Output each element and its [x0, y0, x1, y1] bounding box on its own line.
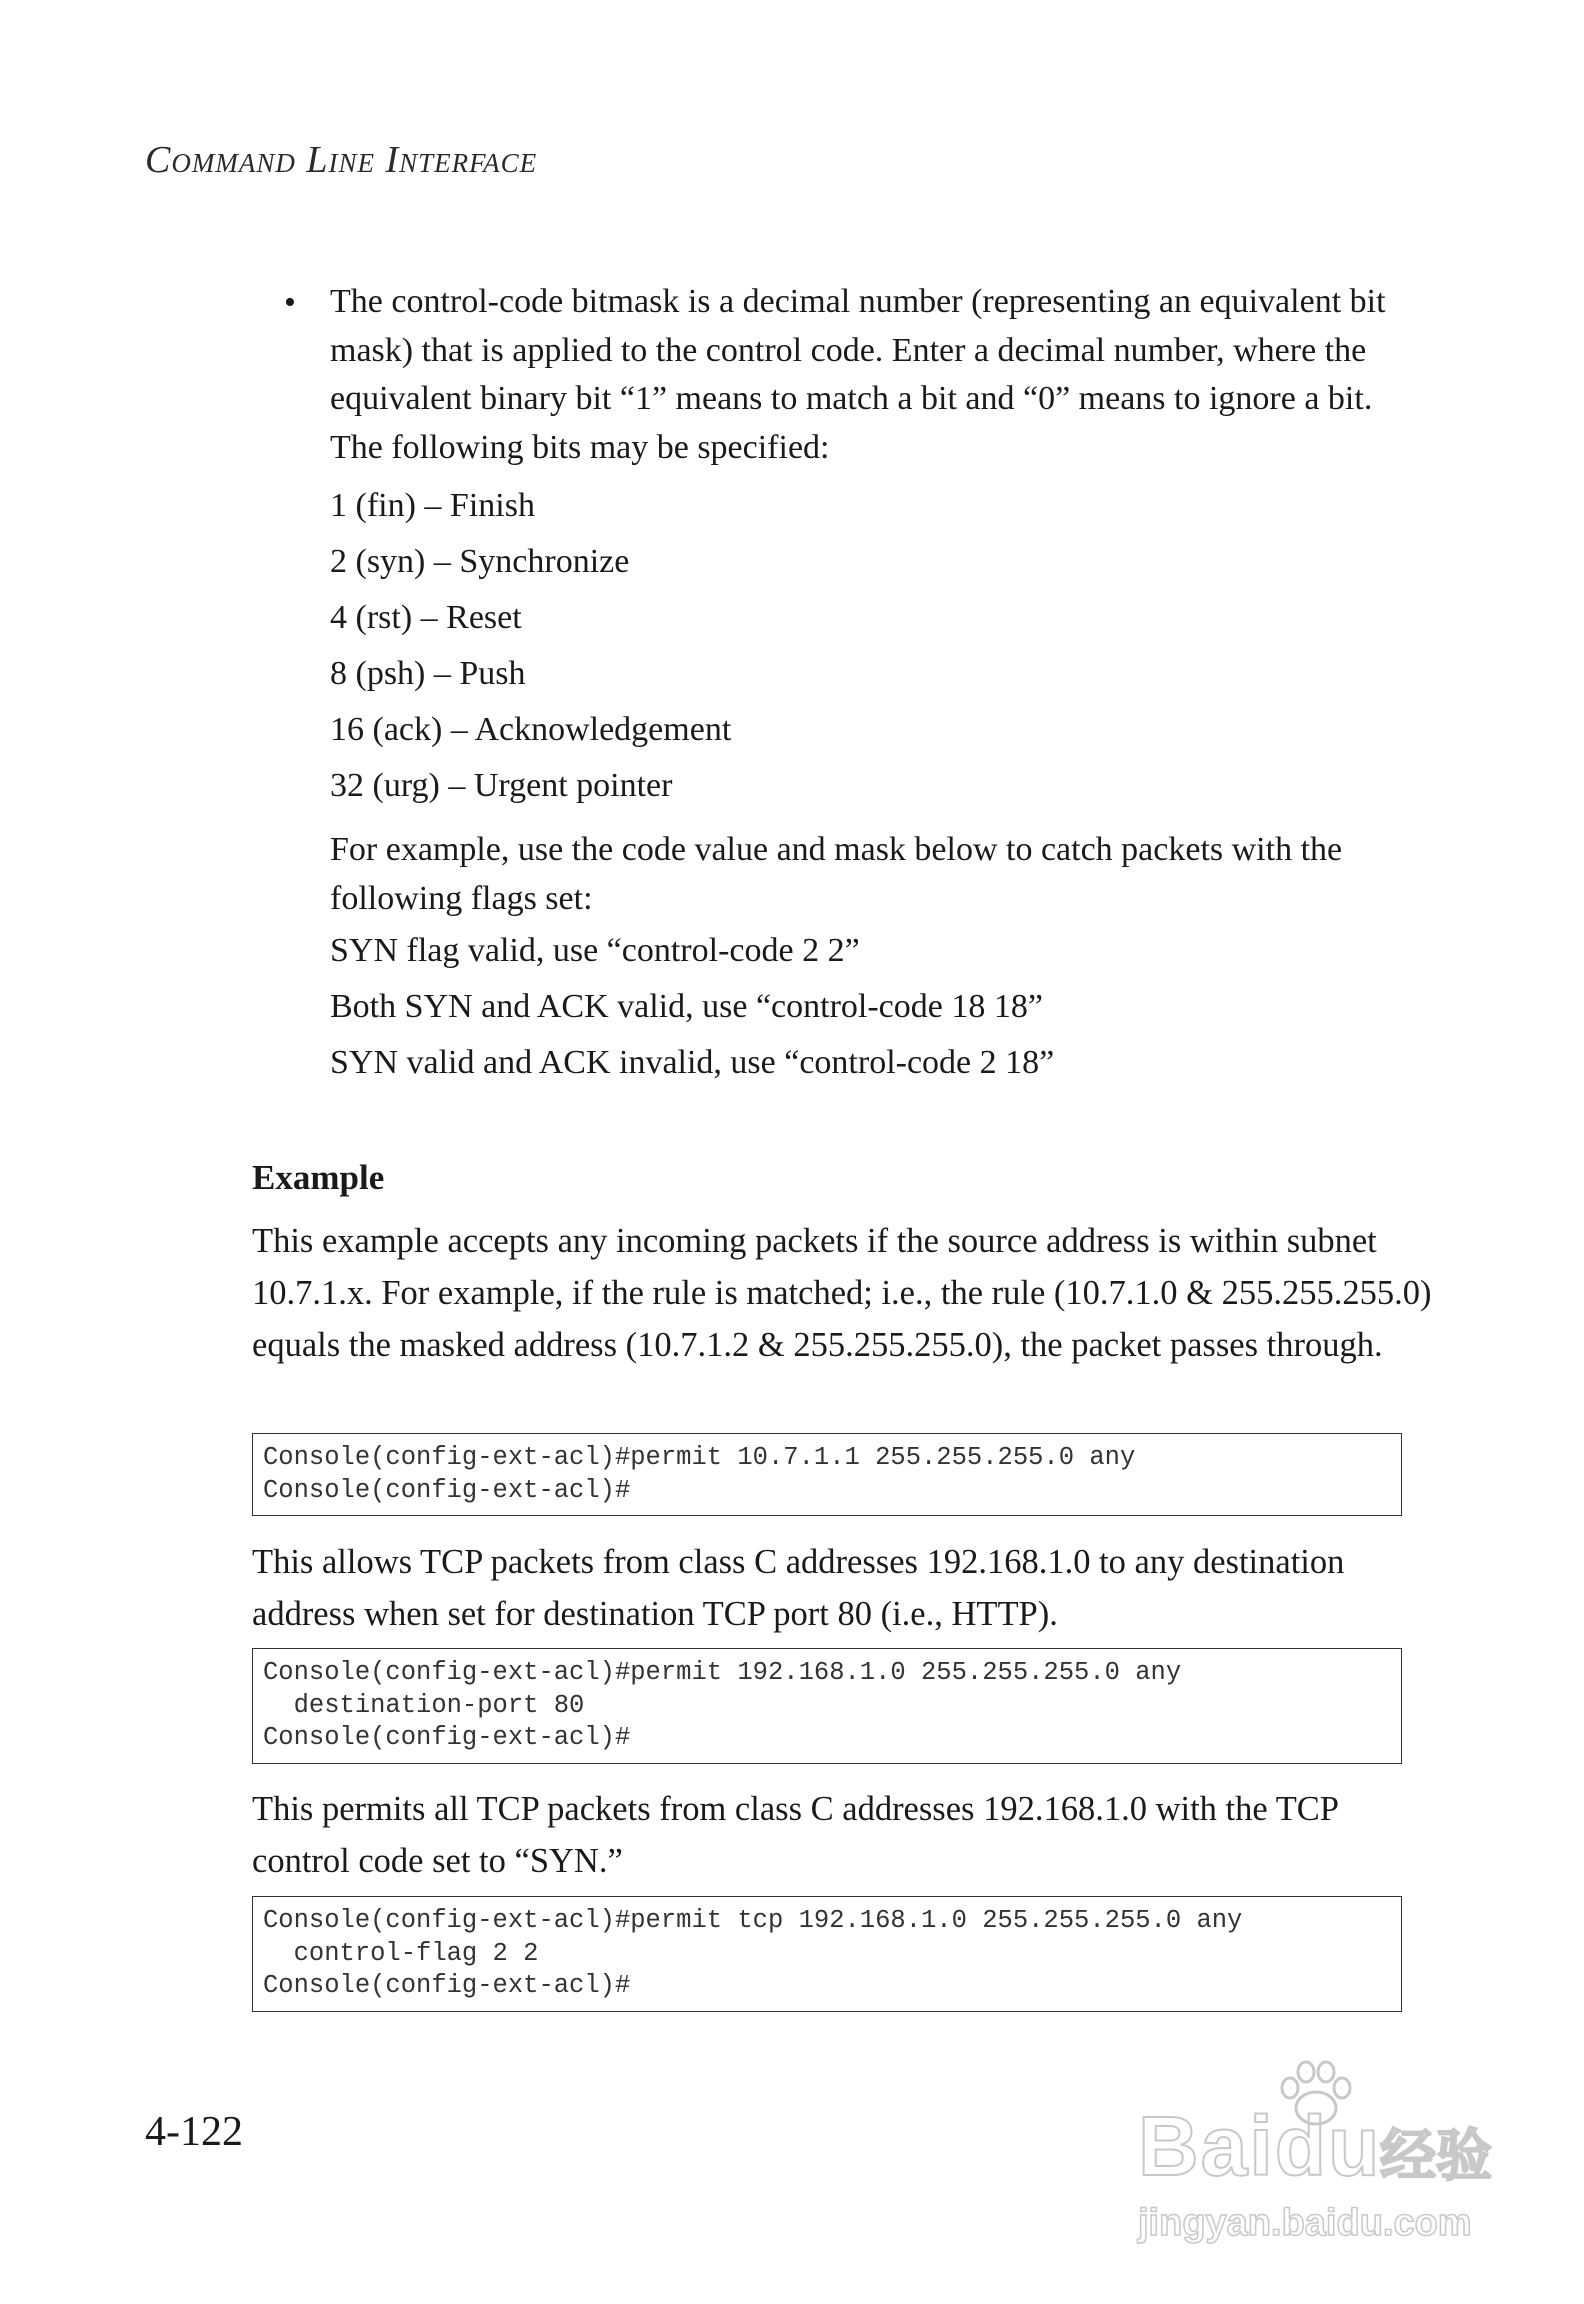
control-code-bullet: [284, 278, 1414, 1091]
bullet-dot: •: [284, 284, 296, 321]
code-line: Console(config-ext-acl)#permit 192.168.1.0 255.255.255.0 any: [263, 1658, 1182, 1687]
code-line: Console(config-ext-acl)#permit 10.7.1.1 255.255.255.0 any: [263, 1443, 1136, 1472]
flag-item-ack: 16 (ack) – Acknowledgement: [330, 711, 732, 748]
example-intro-2: This allows TCP packets from class C addresses 192.168.1.0 to any destination address when set for destination TCP port 80 (i.e., HTTP).: [252, 1543, 1345, 1633]
example-heading: Example: [252, 1158, 385, 1197]
code-block-1: [252, 1433, 1402, 1516]
code-line: destination-port 80: [263, 1690, 585, 1720]
bullet-body: [330, 278, 1414, 1091]
bitmask-description: The control-code bitmask is a decimal number (representing an equivalent bit mask) that is applied to the control code. Enter a decimal number, where the equivalent binary bit “1” means to match a bit and “0” means to ignore a bit. The following bits may be specified:: [330, 283, 1386, 466]
case-syn-valid-ack-invalid: SYN valid and ACK invalid, use “control-code 2 18”: [330, 1044, 1055, 1081]
watermark-brand: Baidu: [1138, 2099, 1382, 2193]
code-block-3: [252, 1896, 1402, 2012]
code-line: Console(config-ext-acl)#: [263, 1475, 631, 1505]
case-syn-ack-valid: Both SYN and ACK valid, use “control-code 18 18”: [330, 988, 1043, 1025]
flag-item-psh: 8 (psh) – Push: [330, 655, 526, 692]
code-line: Console(config-ext-acl)#: [263, 1971, 631, 2000]
code-line: Console(config-ext-acl)#permit tcp 192.168.1.0 255.255.255.0 any: [263, 1906, 1243, 1935]
case-syn-valid: SYN flag valid, use “control-code 2 2”: [330, 932, 860, 969]
code-line: Console(config-ext-acl)#: [263, 1723, 631, 1752]
baidu-watermark: [1118, 2060, 1498, 2260]
watermark-url: jingyan.baidu.com: [1138, 2202, 1472, 2244]
flags-example-intro: For example, use the code value and mask below to catch packets with the following flags set:: [330, 831, 1343, 917]
watermark-brand-suffix: 经验: [1380, 2124, 1492, 2189]
example-intro-1: This example accepts any incoming packets if the source address is within subnet 10.7.1.x. For example, if the rule is matched; i.e., the rule (10.7.1.0 & 255.255.255.0) equals the masked address (10.7.1.2 & 255.255.255.0), the packet passes through.: [252, 1222, 1432, 1364]
flag-item-syn: 2 (syn) – Synchronize: [330, 543, 630, 580]
code-block-2: [252, 1648, 1402, 1764]
flag-item-fin: 1 (fin) – Finish: [330, 487, 535, 524]
flag-item-rst: 4 (rst) – Reset: [330, 599, 522, 636]
code-line: control-flag 2 2: [263, 1938, 539, 1968]
example-intro-3: This permits all TCP packets from class C addresses 192.168.1.0 with the TCP control code set to “SYN.”: [252, 1790, 1338, 1880]
page-number: 4-122: [145, 2109, 243, 2155]
running-header: Command Line Interface: [145, 139, 538, 181]
flag-item-urg: 32 (urg) – Urgent pointer: [330, 767, 673, 804]
